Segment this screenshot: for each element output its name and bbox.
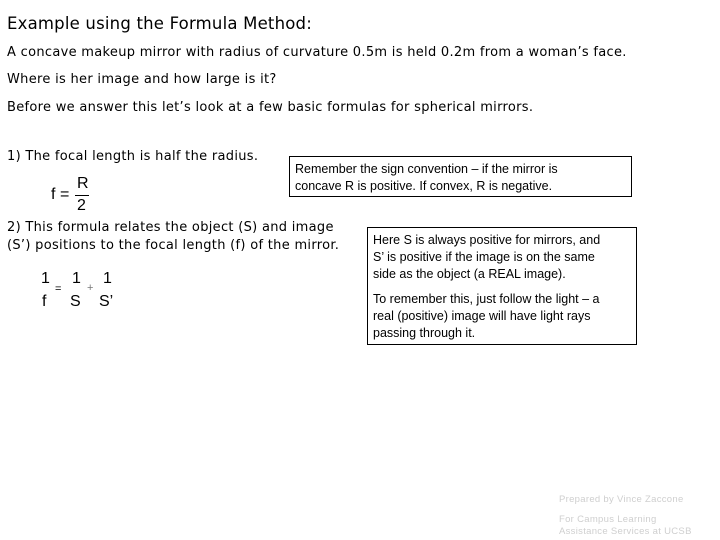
image-sign-note (367, 227, 637, 345)
equation-equals: = (55, 283, 62, 295)
footer-credit (559, 494, 692, 538)
problem-line-3: Before we answer this let’s look at a few basic formulas for spherical mirrors. (7, 100, 534, 115)
equation-plus: + (87, 282, 94, 294)
footer-line-1: Prepared by Vince Zaccone (559, 494, 684, 505)
term1-denominator: f (42, 293, 47, 310)
image-note-line-3: side as the object (a REAL image). (373, 267, 566, 281)
mirror-equation-line-1: 2) This formula relates the object (S) and image (7, 220, 334, 235)
image-note-line-1: Here S is always positive for mirrors, and (373, 233, 601, 247)
problem-line-1: A concave makeup mirror with radius of curvature 0.5m is held 0.2m from a woman’s face. (7, 45, 627, 60)
footer-line-3: Assistance Services at UCSB (559, 526, 692, 537)
term3-denominator: S’ (99, 293, 114, 310)
focal-length-item: 1) The focal length is half the radius. (7, 149, 259, 164)
footer-line-2: For Campus Learning (559, 514, 657, 525)
formula-equals: = (60, 186, 70, 203)
sign-note-line-2: concave R is positive. If convex, R is negative. (295, 179, 553, 193)
image-note-line-5: real (positive) image will have light rays (373, 309, 591, 323)
formula-numerator-r: R (77, 175, 89, 192)
page-title: Example using the Formula Method: (7, 14, 312, 33)
problem-line-2: Where is her image and how large is it? (7, 72, 277, 87)
term2-numerator: 1 (72, 270, 81, 287)
formula-f: f (51, 186, 56, 203)
image-note-line-2: S’ is positive if the image is on the same (373, 250, 595, 264)
fraction-bar (75, 195, 89, 196)
sign-convention-note (289, 156, 632, 197)
term1-numerator: 1 (41, 270, 50, 287)
term2-denominator: S (70, 293, 81, 310)
image-note-line-4: To remember this, just follow the light – a (373, 292, 600, 306)
mirror-equation-line-2: (S’) positions to the focal length (f) of the mirror. (7, 238, 340, 253)
term3-numerator: 1 (103, 270, 112, 287)
image-note-line-6: passing through it. (373, 326, 476, 340)
formula-denominator-2: 2 (77, 197, 86, 214)
sign-note-line-1: Remember the sign convention – if the mirror is (295, 162, 558, 176)
